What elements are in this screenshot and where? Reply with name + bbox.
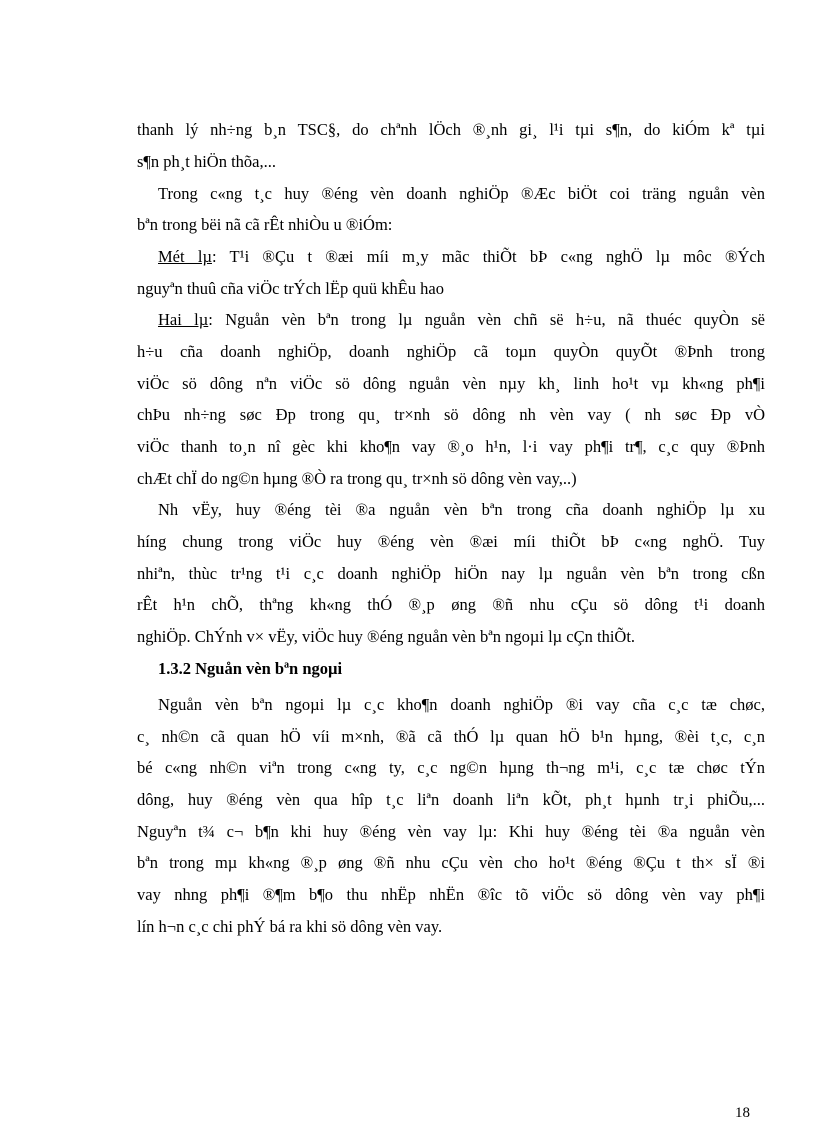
text-line: viÖc sö dông nªn viÖc sö dông nguån vèn nµy kh¸ linh ho¹t vµ kh«ng ph¶i xyxy=(137,374,765,393)
text-line: nghiÖp. ChÝnh v× vËy, viÖc huy ®éng nguån vèn bªn ngoµi lµ cÇn thiÕt. xyxy=(137,627,636,646)
text-line: Trong c«ng t¸c huy ®éng vèn doanh nghiÖp ®Æc biÖt coi träng nguån vèn xyxy=(158,184,765,203)
text-line: Hai lµ: Nguån vèn bªn trong lµ nguån vèn chñ së h÷u, nã thuéc quyÒn së xyxy=(158,310,765,329)
point-label: Mét lµ xyxy=(158,247,212,266)
text-line: bªn trong bëi nã cã rÊt nhiÒu u ®iÓm: xyxy=(137,215,393,234)
text-line: Mét lµ: T¹i ®Çu t ®æi míi m¸y mãc thiÕt bÞ c«ng nghÖ lµ môc ®Ých xyxy=(158,247,766,266)
text-line: lín h¬n c¸c chi phÝ bá ra khi sö dông vèn vay. xyxy=(137,917,443,936)
point-label: Hai lµ xyxy=(158,310,209,329)
text-line: nguyªn thuû cña viÖc trÝch lËp quü khÊu hao xyxy=(137,279,444,298)
section-heading: 1.3.2 Nguån vèn bªn ngoµi xyxy=(158,659,343,678)
text-line: chÞu nh÷ng søc Ðp trong qu¸ tr×nh sö dông nh vèn vay ( nh søc Ðp vÒ xyxy=(137,405,765,424)
text-line: thanh lý nh÷ng b¸n TSC§, do chªnh lÖch ®¸nh gi¸ l¹i tµi s¶n, do kiÓm kª tµi xyxy=(137,120,765,139)
text-line: bªn trong mµ kh«ng ®¸p øng ®ñ nhu cÇu vèn cho ho¹t ®éng ®Çu t th× sÏ ®i xyxy=(137,853,765,872)
text-line: dông, huy ®éng vèn qua hîp t¸c liªn doanh liªn kÕt, ph¸t hµnh tr¸i phiÕu,... xyxy=(137,790,765,809)
text-line: Nguån vèn bªn ngoµi lµ c¸c kho¶n doanh nghiÖp ®i vay cña c¸c tæ chøc, xyxy=(158,695,765,714)
text-line: Nguyªn t¾ c¬ b¶n khi huy ®éng vèn vay lµ: Khi huy ®éng tèi ®a nguån vèn xyxy=(137,822,765,841)
text-line: híng chung trong viÖc huy ®éng vèn ®æi míi thiÕt bÞ c«ng nghÖ. Tuy xyxy=(137,532,765,551)
text-line: h÷u cña doanh nghiÖp, doanh nghiÖp cã toµn quyÒn quyÕt ®Þnh trong xyxy=(137,342,765,361)
text-line: Nh vËy, huy ®éng tèi ®a nguån vèn bªn trong cña doanh nghiÖp lµ xu xyxy=(158,500,765,519)
text-line: s¶n ph¸t hiÖn thõa,... xyxy=(137,152,277,171)
text-line: bé c«ng nh©n viªn trong c«ng ty, c¸c ng©n hµng th¬ng m¹i, c¸c tæ chøc tÝn xyxy=(137,758,765,777)
text-line: rÊt h¹n chÕ, thªng kh«ng thÓ ®¸p øng ®ñ nhu cÇu sö dông t¹i doanh xyxy=(137,595,765,614)
text-line: vay nhng ph¶i ®¶m b¶o thu nhËp nhËn ®îc tõ viÖc sö dông vèn vay ph¶i xyxy=(137,885,765,904)
text-line: c¸ nh©n cã quan hÖ víi m×nh, ®ã cã thÓ lµ quan hÖ b¹n hµng, ®èi t¸c, c¸n xyxy=(137,727,765,746)
text-line: viÖc thanh to¸n nî gèc khi kho¶n vay ®¸o h¹n, l·i vay ph¶i tr¶, c¸c quy ®Þnh xyxy=(137,437,765,456)
text-line: nhiªn, thùc tr¹ng t¹i c¸c doanh nghiÖp hiÖn nay lµ nguån vèn bªn trong cßn xyxy=(137,564,765,583)
text-line: chÆt chÏ do ng©n hµng ®Ò ra trong qu¸ tr×nh sö dông vèn vay,..) xyxy=(137,469,577,488)
page-number: 18 xyxy=(735,1105,750,1121)
